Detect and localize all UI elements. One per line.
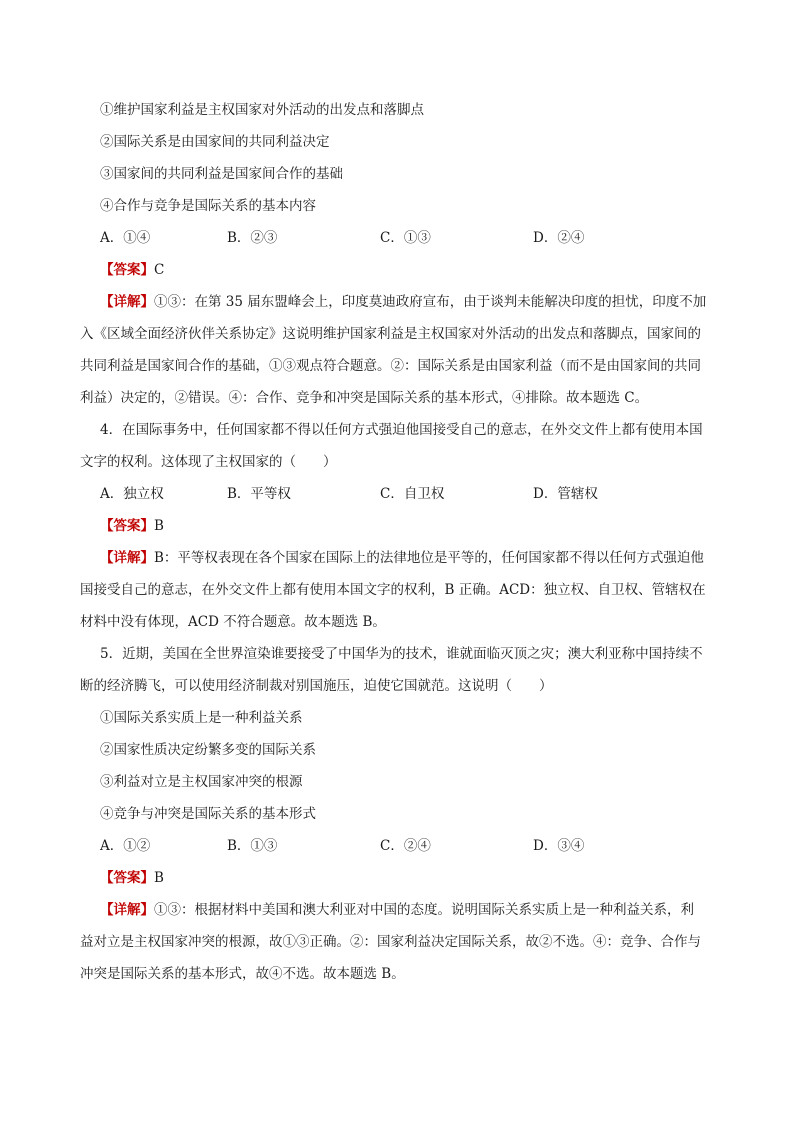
q4-detail-tag: 【详解】: [100, 550, 154, 566]
q3-item-4: ④合作与竞争是国际关系的基本内容: [100, 198, 316, 214]
q3-option-c: C．①③: [380, 230, 431, 246]
q4-stem-line-1: 4．在国际事务中，任何国家都不得以任何方式强迫他国接受自己的意志，在外交文件上都有使用本国: [100, 422, 703, 438]
q5-item-3: ③利益对立是主权国家冲突的根源: [100, 774, 303, 790]
q5-detail-line-1: [100, 900, 720, 920]
q5-detail-line-3: 冲突是国际关系的基本形式，故④不选。故本题选 B。: [80, 966, 405, 982]
q4-option-d: D．管辖权: [533, 486, 598, 502]
q3-item-1: ①维护国家利益是主权国家对外活动的出发点和落脚点: [100, 102, 424, 118]
q4-stem-line-2: 文字的权利。这体现了主权国家的（ ）: [80, 454, 337, 470]
q5-detail-text-1: ①③：根据材料中美国和澳大利亚对中国的态度。说明国际关系实质上是一种利益关系，利: [154, 902, 694, 918]
q3-option-b: B．②③: [227, 230, 278, 246]
q4-answer: [100, 516, 720, 536]
q3-answer: [100, 260, 720, 280]
q5-option-c: C．②④: [380, 838, 431, 854]
q3-answer-value: C: [154, 262, 165, 278]
q4-answer-value: B: [154, 518, 164, 534]
q5-detail-tag: 【详解】: [100, 902, 154, 918]
q3-detail-line-4: 利益）决定的，②错误。④：合作、竞争和冲突是国际关系的基本形式，④排除。故本题选 C。: [80, 390, 649, 406]
q3-option-d: D．②④: [533, 230, 585, 246]
q5-item-1: ①国际关系实质上是一种利益关系: [100, 710, 303, 726]
q3-options: [100, 228, 720, 248]
q5-option-d: D．③④: [533, 838, 585, 854]
q3-item-3: ③国家间的共同利益是国家间合作的基础: [100, 166, 343, 182]
q5-answer-value: B: [154, 870, 164, 886]
q4-options: [100, 484, 720, 504]
q4-option-a: A．独立权: [100, 486, 164, 502]
q4-detail-line-2: 国接受自己的意志，在外交文件上都有使用本国文字的权利，B 正确。ACD：独立权、自卫权、管辖权在: [80, 582, 706, 598]
q3-item-2: ②国际关系是由国家间的共同利益决定: [100, 134, 330, 150]
q4-option-c: C．自卫权: [380, 486, 445, 502]
q5-option-b: B．①③: [227, 838, 278, 854]
q3-answer-tag: 【答案】: [100, 262, 154, 278]
q5-stem-line-1: 5．近期，美国在全世界渲染谁要接受了中国华为的技术，谁就面临灭顶之灾；澳大利亚称中国持续不: [100, 646, 703, 662]
q3-detail-line-2: 入《区域全面经济伙伴关系协定》这说明维护国家利益是主权国家对外活动的出发点和落脚点，国家间的: [80, 326, 701, 342]
q5-item-2: ②国家性质决定纷繁多变的国际关系: [100, 742, 316, 758]
q3-option-a: A．①④: [100, 230, 151, 246]
q5-detail-line-2: 益对立是主权国家冲突的根源，故①③正确。②：国家利益决定国际关系，故②不选。④：竞争、合作与: [80, 934, 701, 950]
q3-detail-line-1: [100, 292, 720, 312]
q4-detail-line-1: [100, 548, 720, 568]
q4-detail-text-1: B：平等权表现在各个国家在国际上的法律地位是平等的，任何国家都不得以任何方式强迫他: [154, 550, 704, 566]
q5-item-4: ④竞争与冲突是国际关系的基本形式: [100, 806, 316, 822]
q3-detail-line-3: 共同利益是国家间合作的基础，①③观点符合题意。②：国际关系是由国家利益（而不是由国家间的共同: [80, 358, 701, 374]
q5-stem-line-2: 断的经济腾飞，可以使用经济制裁对别国施压，迫使它国就范。这说明（ ）: [80, 678, 553, 694]
q3-detail-text-1: ①③：在第 35 届东盟峰会上，印度莫迪政府宣布，由于谈判未能解决印度的担忧，印度不加: [154, 294, 707, 310]
q5-answer-tag: 【答案】: [100, 870, 154, 886]
q5-answer: [100, 868, 720, 888]
q4-option-b: B．平等权: [227, 486, 291, 502]
q4-answer-tag: 【答案】: [100, 518, 154, 534]
q5-options: [100, 836, 720, 856]
q3-detail-tag: 【详解】: [100, 294, 154, 310]
q5-option-a: A．①②: [100, 838, 151, 854]
q4-detail-line-3: 材料中没有体现，ACD 不符合题意。故本题选 B。: [80, 614, 386, 630]
